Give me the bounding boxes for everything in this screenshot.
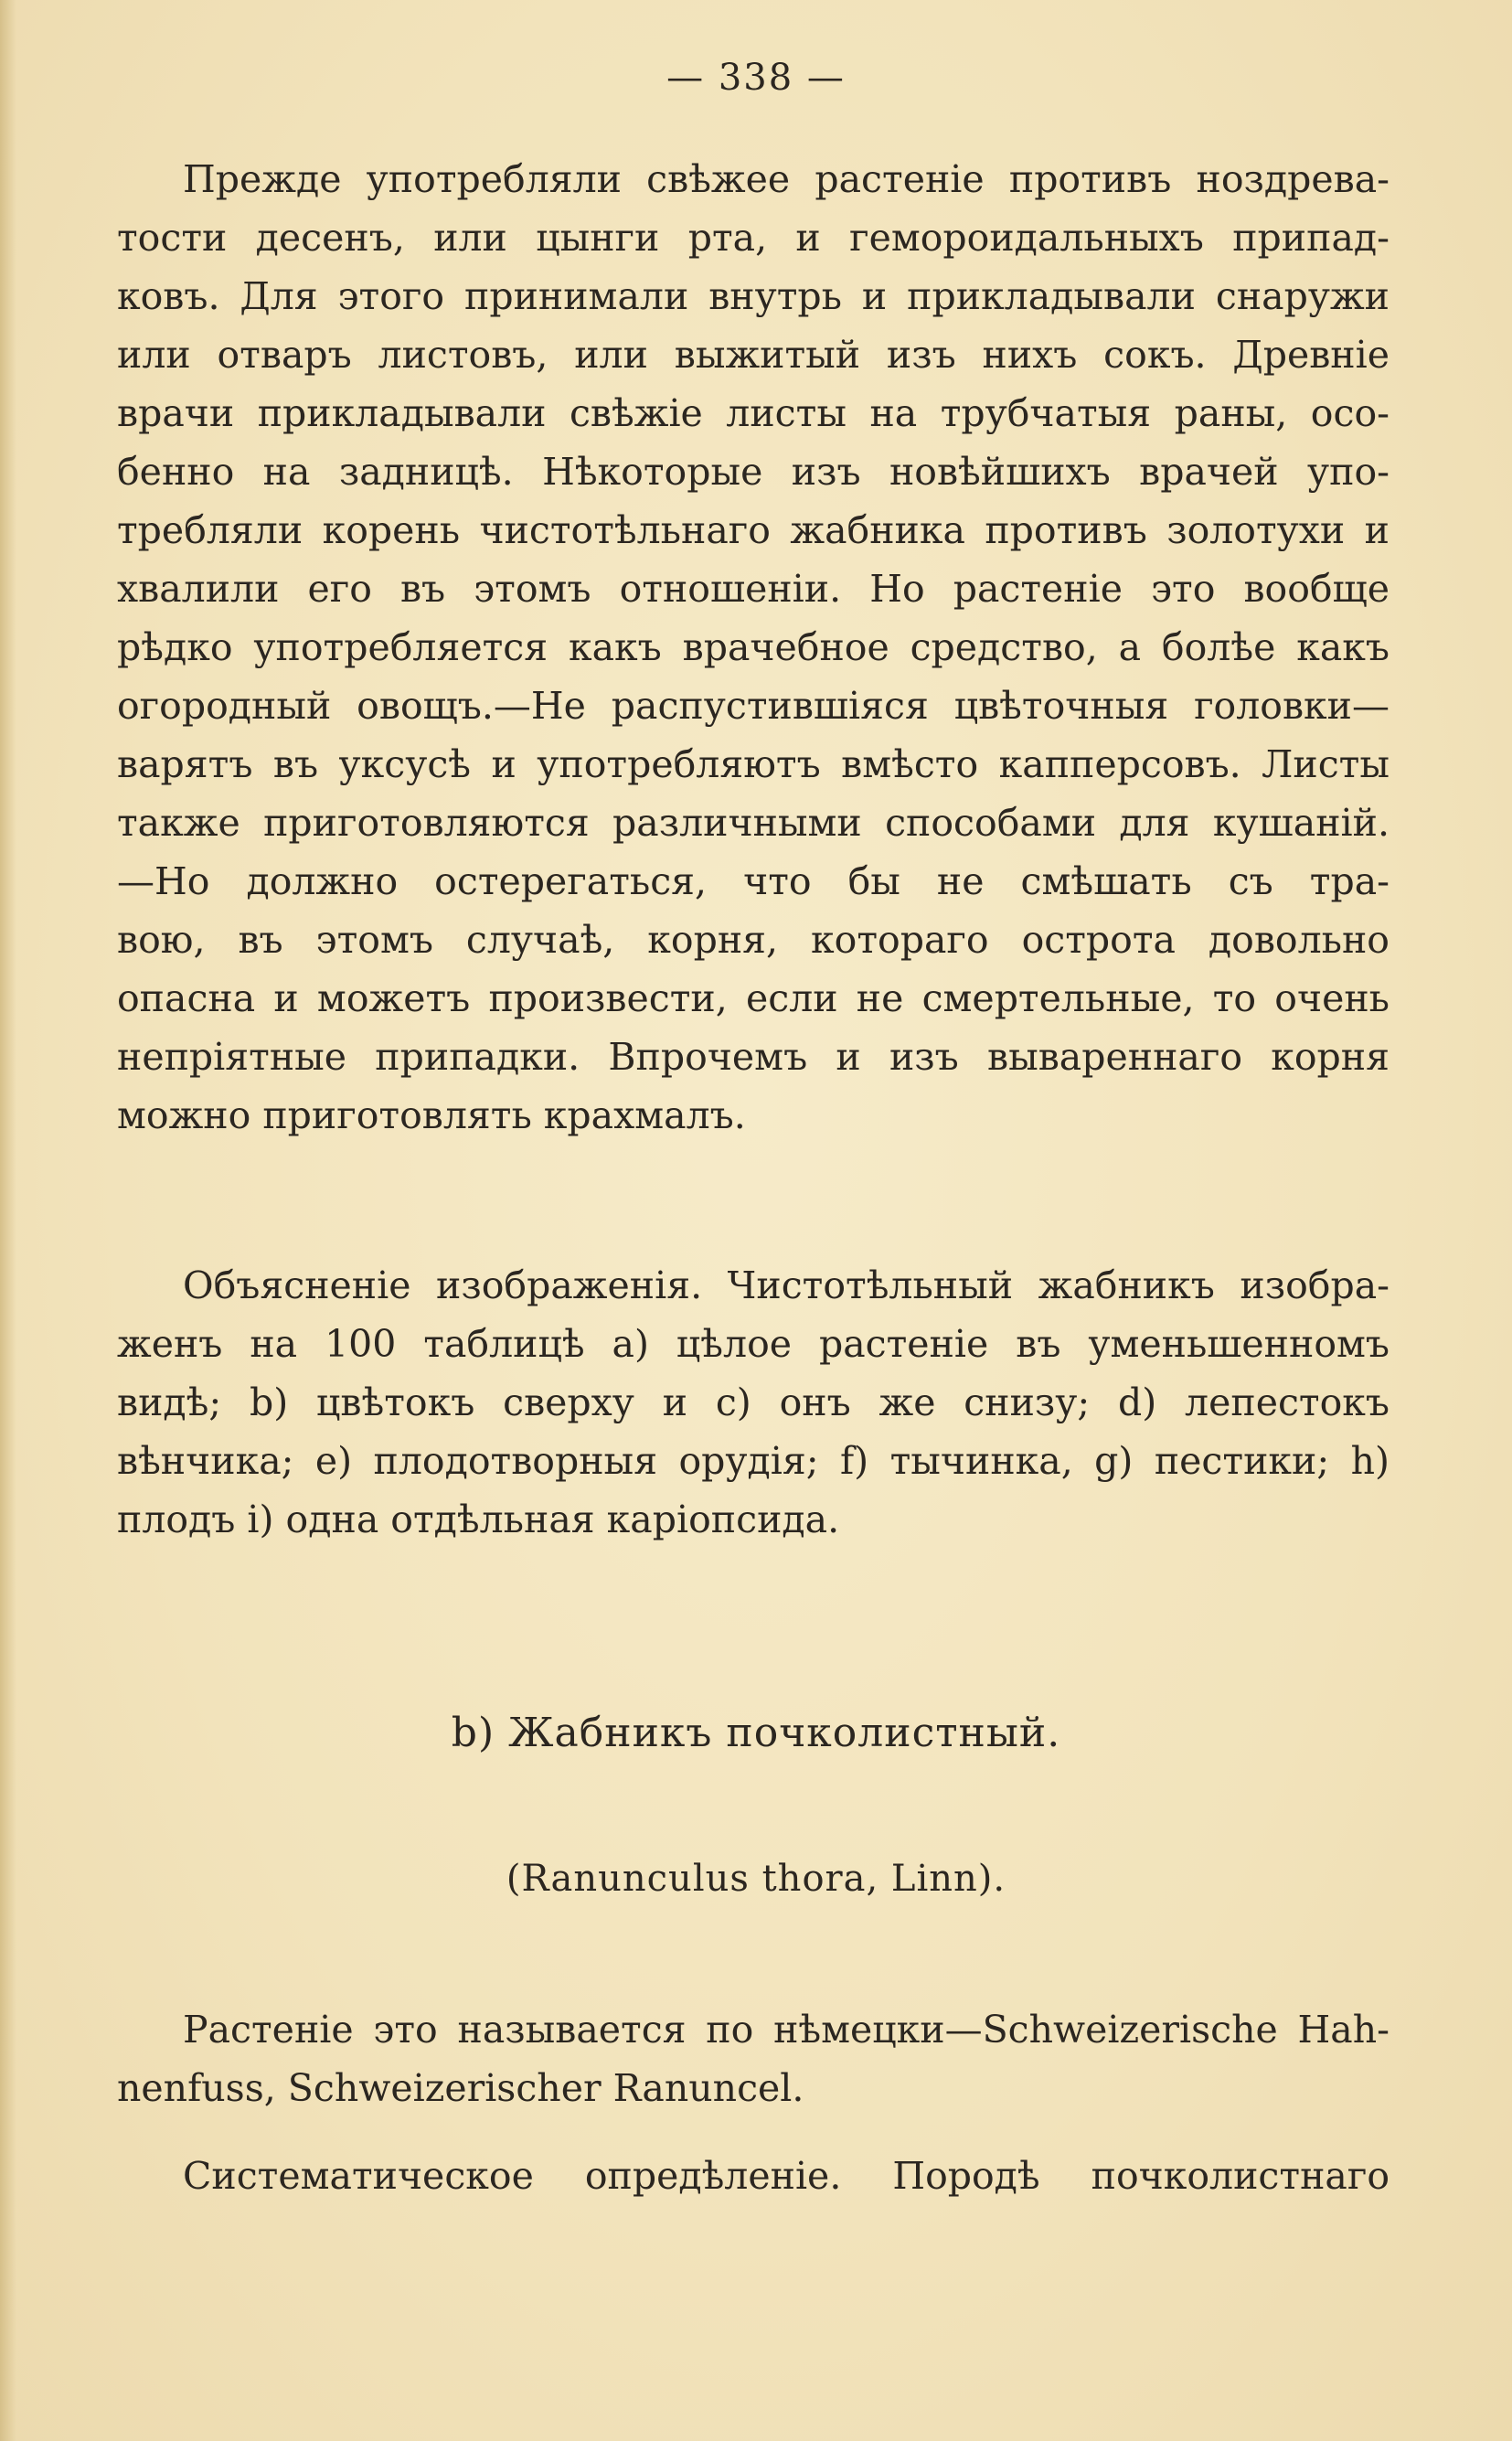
- latin-name: (Ranunculus thora, Linn).: [506, 1858, 1006, 1900]
- text-line: плодъ i) одна отдѣльная каріопсида.: [117, 1498, 840, 1541]
- text-line: Систематическое опредѣленіе. Породѣ почколистнаго: [183, 2154, 1390, 2198]
- text-line: вою, въ этомъ случаѣ, корня, котораго острота довольно: [117, 918, 1390, 962]
- paragraph-figure-explanation: [117, 1256, 1390, 1549]
- text-line: тости десенъ, или цынги рта, и геморoидальныхъ припад-: [117, 216, 1390, 260]
- text-line: требляли корень чистотѣльнаго жабника противъ золотухи и: [117, 508, 1390, 552]
- page-edge-shadow: [0, 0, 16, 2441]
- text-line: или отваръ листовъ, или выжитый изъ нихъ сокъ. Древніе: [117, 333, 1390, 377]
- text-line: рѣдко употребляется какъ врачебное средство, а болѣе какъ: [117, 625, 1390, 669]
- text-line: хвалили его въ этомъ отношеніи. Но растеніе это вообще: [117, 567, 1390, 611]
- text-line: врачи прикладывали свѣжіе листы на трубчатыя раны, осо-: [117, 391, 1390, 435]
- paragraph-systematic: [117, 2147, 1390, 2205]
- text-line: Объясненіе изображенія. Чистотѣльный жабникъ изобра-: [183, 1263, 1390, 1307]
- text-line: ковъ. Для этого принимали внутрь и прикладывали снаружи: [117, 274, 1390, 318]
- text-line: опасна и можетъ произвести, если не смертельные, то очень: [117, 976, 1390, 1020]
- text-line: Прежде употребляли свѣжее растеніе противъ ноздрева-: [183, 157, 1390, 201]
- text-line: nenfuss, Schweizerischer Ranuncel.: [117, 2066, 804, 2110]
- text-line: огородный овощъ.—Не распустившіяся цвѣточныя головки—: [117, 684, 1390, 728]
- text-line: также приготовляются различными способами для кушаній.: [117, 801, 1390, 845]
- paragraph-german-name: [117, 2000, 1390, 2117]
- text-line: варятъ въ уксусѣ и употребляютъ вмѣсто капперсовъ. Листы: [117, 742, 1390, 786]
- paragraph-medical-use: [117, 150, 1390, 1145]
- section-heading: b) Жабникъ почколистный.: [451, 1710, 1061, 1756]
- text-line: —Но должно остерегаться, что бы не смѣшать съ тра-: [117, 859, 1390, 903]
- text-line: непріятные припадки. Впрочемъ и изъ вывареннаго корня: [117, 1035, 1390, 1079]
- text-line: видѣ; b) цвѣтокъ сверху и c) онъ же снизу; d) лепестокъ: [117, 1380, 1390, 1424]
- page-number: — 338 —: [666, 57, 846, 99]
- text-line: Растеніе это называется по нѣмецки—Schweizerische Hah-: [183, 2008, 1390, 2052]
- text-line: женъ на 100 таблицѣ a) цѣлое растеніе въ уменьшенномъ: [117, 1322, 1390, 1366]
- text-line: бенно на задницѣ. Нѣкоторые изъ новѣйшихъ врачей упо-: [117, 450, 1390, 494]
- text-line: вѣнчика; e) плодотворныя орудія; f) тычинка, g) пестики; h): [117, 1439, 1390, 1483]
- text-line: можно приготовлять крахмалъ.: [117, 1093, 746, 1137]
